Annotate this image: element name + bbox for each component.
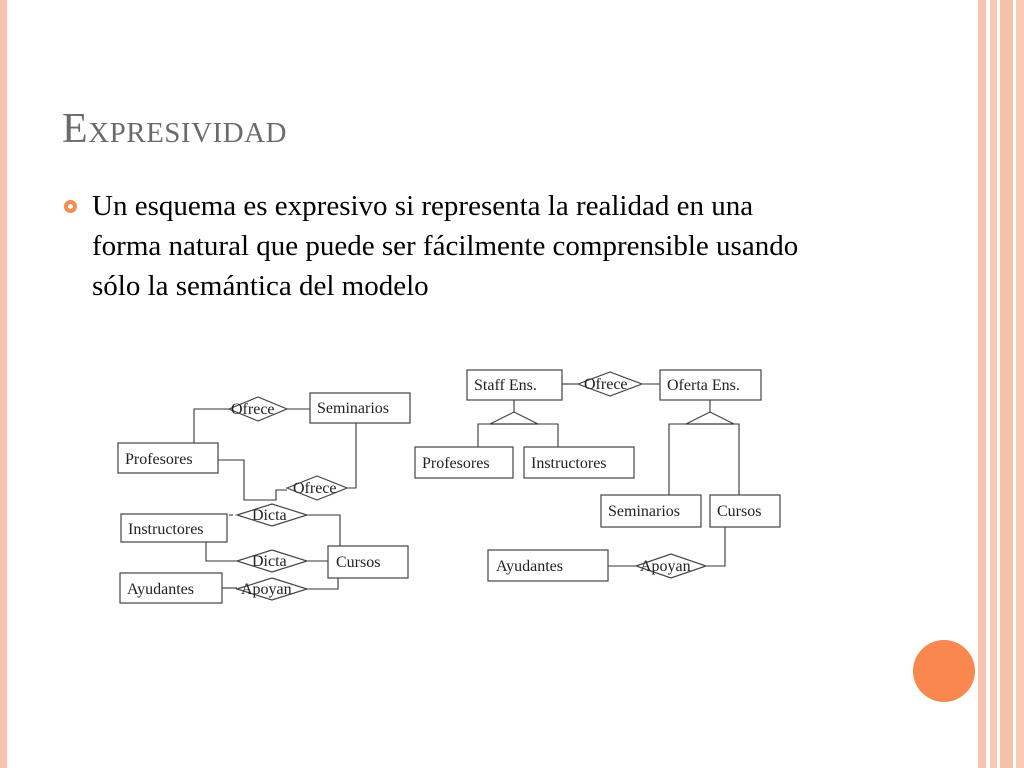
relationship-label: Ofrece: [231, 401, 275, 418]
connector-line: [218, 460, 287, 500]
connector-line: [307, 578, 338, 589]
connector-line: [347, 423, 356, 488]
entity-label: Profesores: [125, 451, 193, 468]
connector-line: [307, 515, 340, 546]
entity-ayudantes: [120, 573, 222, 603]
entity-profesores: [118, 443, 218, 473]
relationship-ofrece: [287, 476, 347, 500]
isa-triangle: [490, 412, 538, 424]
entity-instructores: [121, 514, 227, 542]
isa-triangle: [686, 412, 734, 424]
connector-line: [669, 424, 739, 495]
entity-seminarios: [310, 393, 410, 423]
relationship-apoyan: [636, 554, 706, 578]
entity-label: Cursos: [717, 503, 762, 520]
entity-label: Seminarios: [608, 503, 680, 520]
connector-line: [206, 542, 237, 561]
relationship-label: Apoyan: [241, 581, 292, 598]
connector-line: [706, 527, 725, 566]
entity-label: Instructores: [128, 521, 204, 538]
relationship-label: Apoyan: [640, 558, 691, 575]
entity-label: Staff Ens.: [474, 377, 537, 394]
entity-staff-ens: [467, 370, 562, 400]
slide-title: Expresividad: [62, 106, 287, 152]
relationship-label: Dicta: [252, 553, 287, 570]
relationship-dicta: [237, 550, 307, 572]
relationship-label: Ofrece: [293, 480, 337, 497]
relationship-label: Ofrece: [584, 376, 628, 393]
connector-line: [194, 409, 229, 443]
entity-profesores: [415, 447, 513, 478]
entity-cursos: [328, 546, 408, 578]
connector-line: [478, 424, 558, 447]
relationship-ofrece: [578, 372, 642, 396]
entity-label: Cursos: [336, 554, 381, 571]
entity-instructores: [524, 447, 634, 478]
entity-label: Seminarios: [317, 400, 389, 417]
entity-cursos: [710, 495, 780, 527]
entity-label: Ayudantes: [127, 581, 194, 598]
entity-label: Profesores: [422, 455, 490, 472]
entity-ayudantes: [488, 550, 608, 581]
relationship-apoyan: [237, 578, 307, 600]
er-diagram-left: [118, 393, 410, 603]
entity-seminarios: [601, 495, 701, 527]
bullet-text: Un esquema es expresivo si representa la realidad en una forma natural que puede ser fácilmente comprensible usando sólo la semántica del modelo: [92, 190, 799, 302]
relationship-ofrece: [229, 397, 287, 421]
entity-label: Instructores: [531, 455, 607, 472]
entity-oferta-ens: [660, 370, 761, 400]
relationship-label: Dicta: [252, 507, 287, 524]
relationship-dicta: [237, 504, 307, 526]
entity-label: Oferta Ens.: [667, 377, 740, 394]
entity-label: Ayudantes: [496, 558, 563, 575]
er-diagram-right: [415, 370, 780, 581]
